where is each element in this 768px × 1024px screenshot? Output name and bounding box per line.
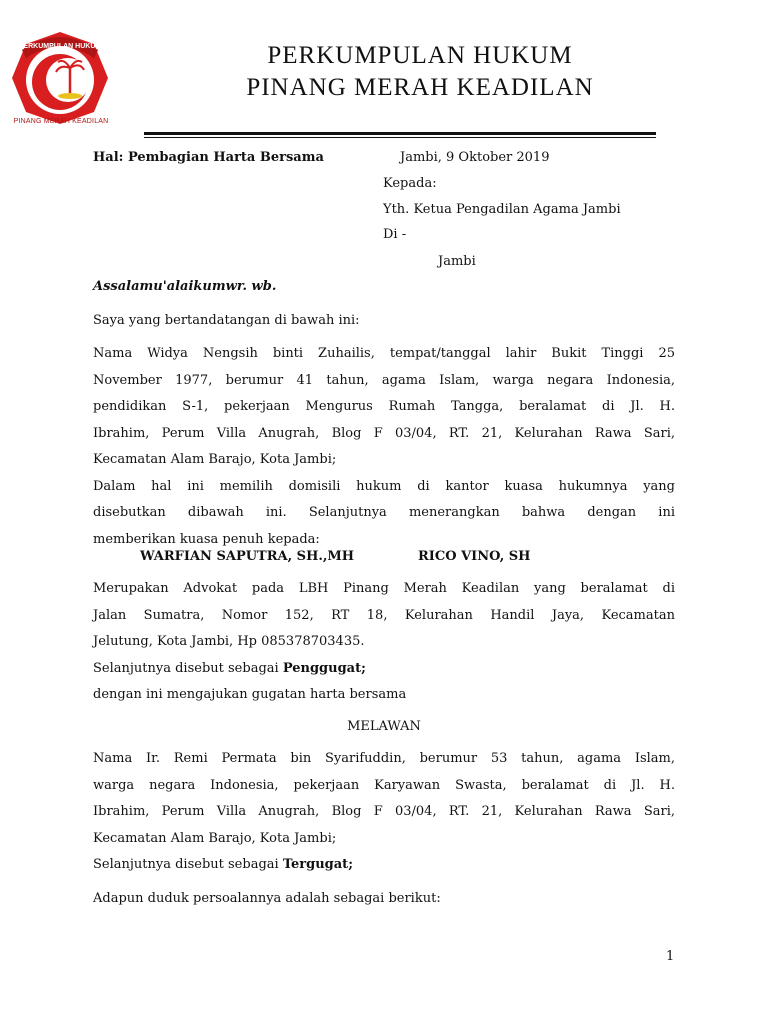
text-line: Ibrahim, Perum Villa Anugrah, Blog F 03/04, RT. 21, Kelurahan Rawa Sari, xyxy=(93,425,675,441)
intro-text: Saya yang bertandatangan di bawah ini: xyxy=(93,313,360,328)
place-date: Jambi, 9 Oktober 2019 xyxy=(400,150,550,165)
header-rule-thick xyxy=(144,132,656,135)
recipient: Yth. Ketua Pengadilan Agama Jambi xyxy=(383,202,621,217)
greeting: Assalamu'alaikumwr. wb. xyxy=(93,279,277,294)
page-number: 1 xyxy=(666,949,675,964)
lawyer-2: RICO VINO, SH xyxy=(418,549,531,564)
closing-text: Adapun duduk persoalannya adalah sebagai berikut: xyxy=(93,891,441,906)
svg-text:PERKUMPULAN HUKUM: PERKUMPULAN HUKUM xyxy=(18,43,102,50)
plaintiff-paragraph xyxy=(93,341,675,553)
penggugat-line: Selanjutnya disebut sebagai Penggugat; xyxy=(93,660,366,676)
org-title-line1: PERKUMPULAN HUKUM xyxy=(267,42,573,69)
advocate-paragraph xyxy=(93,576,675,709)
text-line: disebutkan dibawah ini. Selanjutnya menerangkan bahwa dengan ini xyxy=(93,505,675,520)
text-line: Kecamatan Alam Barajo, Kota Jambi; xyxy=(93,452,337,467)
text-line: Jalan Sumatra, Nomor 152, RT 18, Kelurahan Handil Jaya, Kecamatan xyxy=(93,607,675,623)
tergugat-line: Selanjutnya disebut sebagai Tergugat; xyxy=(93,857,353,872)
defendant-paragraph xyxy=(93,746,675,879)
letter-subject: Hal: Pembagian Harta Bersama xyxy=(93,150,324,165)
melawan-heading: MELAWAN xyxy=(347,719,421,734)
organization-logo xyxy=(8,28,112,128)
logo-caption: PINANG MERAH KEADILAN xyxy=(13,118,109,125)
text-line: memberikan kuasa penuh kepada: xyxy=(93,531,320,547)
text-line: November 1977, berumur 41 tahun, agama Islam, warga negara Indonesia, xyxy=(93,372,675,388)
text-line: Dalam hal ini memilih domisili hukum di kantor kuasa hukumnya yang xyxy=(93,478,675,494)
text-line: Merupakan Advokat pada LBH Pinang Merah Keadilan yang beralamat di xyxy=(93,581,675,596)
recipient-city: Jambi xyxy=(438,254,476,269)
di-label: Di - xyxy=(383,227,407,242)
text-line: pendidikan S-1, pekerjaan Mengurus Rumah Tangga, beralamat di Jl. H. xyxy=(93,399,675,414)
text-line: Kecamatan Alam Barajo, Kota Jambi; xyxy=(93,830,337,846)
text-line: Nama Ir. Remi Permata bin Syarifuddin, berumur 53 tahun, agama Islam, xyxy=(93,751,675,766)
text-line: warga negara Indonesia, pekerjaan Karyawan Swasta, beralamat di Jl. H. xyxy=(93,777,675,793)
text-line: Jelutung, Kota Jambi, Hp 085378703435. xyxy=(93,634,365,649)
lawyer-1: WARFIAN SAPUTRA, SH.,MH xyxy=(140,549,355,564)
org-title-line2: PINANG MERAH KEADILAN xyxy=(246,74,594,101)
kepada-label: Kepada: xyxy=(383,176,437,191)
text-line: Ibrahim, Perum Villa Anugrah, Blog F 03/04, RT. 21, Kelurahan Rawa Sari, xyxy=(93,804,675,819)
header-rule-thin xyxy=(144,137,656,138)
text-line: Nama Widya Nengsih binti Zuhailis, tempat/tanggal lahir Bukit Tinggi 25 xyxy=(93,346,675,361)
gugatan-line: dengan ini mengajukan gugatan harta bersama xyxy=(93,687,407,702)
